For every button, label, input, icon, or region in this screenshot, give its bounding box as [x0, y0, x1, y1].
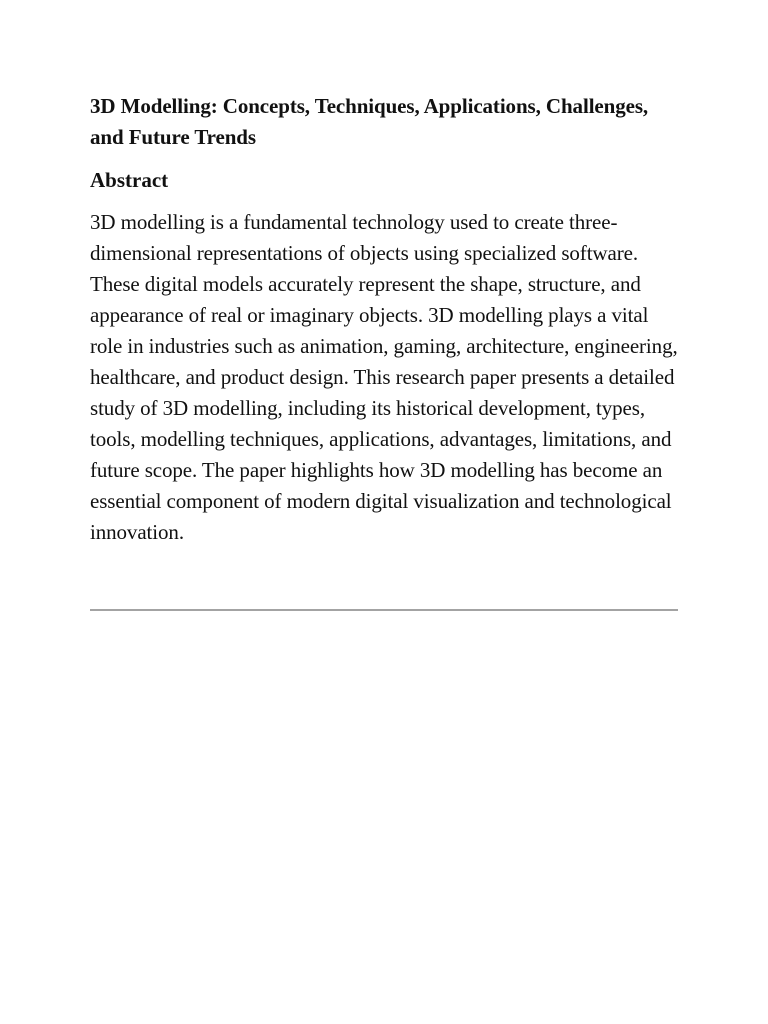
- horizontal-divider: [90, 609, 678, 611]
- paper-title: 3D Modelling: Concepts, Techniques, Applications, Challenges, and Future Trends: [90, 94, 649, 149]
- abstract-heading: Abstract: [90, 168, 169, 192]
- abstract-paragraph: 3D modelling is a fundamental technology used to create three-dimensional representations of objects using specialized software. These digital models accurately represent the shape, structure, and appearance of real or imaginary objects. 3D modelling plays a vital role in industries such as animation, gaming, architecture, engineering, healthcare, and product design. This research paper presents a detailed study of 3D modelling, including its historical development, types, tools, modelling techniques, applications, advantages, limitations, and future scope. The paper highlights how 3D modelling has become an essential component of modern digital visualization and technological innovation.: [90, 210, 678, 544]
- document-content: [90, 91, 680, 548]
